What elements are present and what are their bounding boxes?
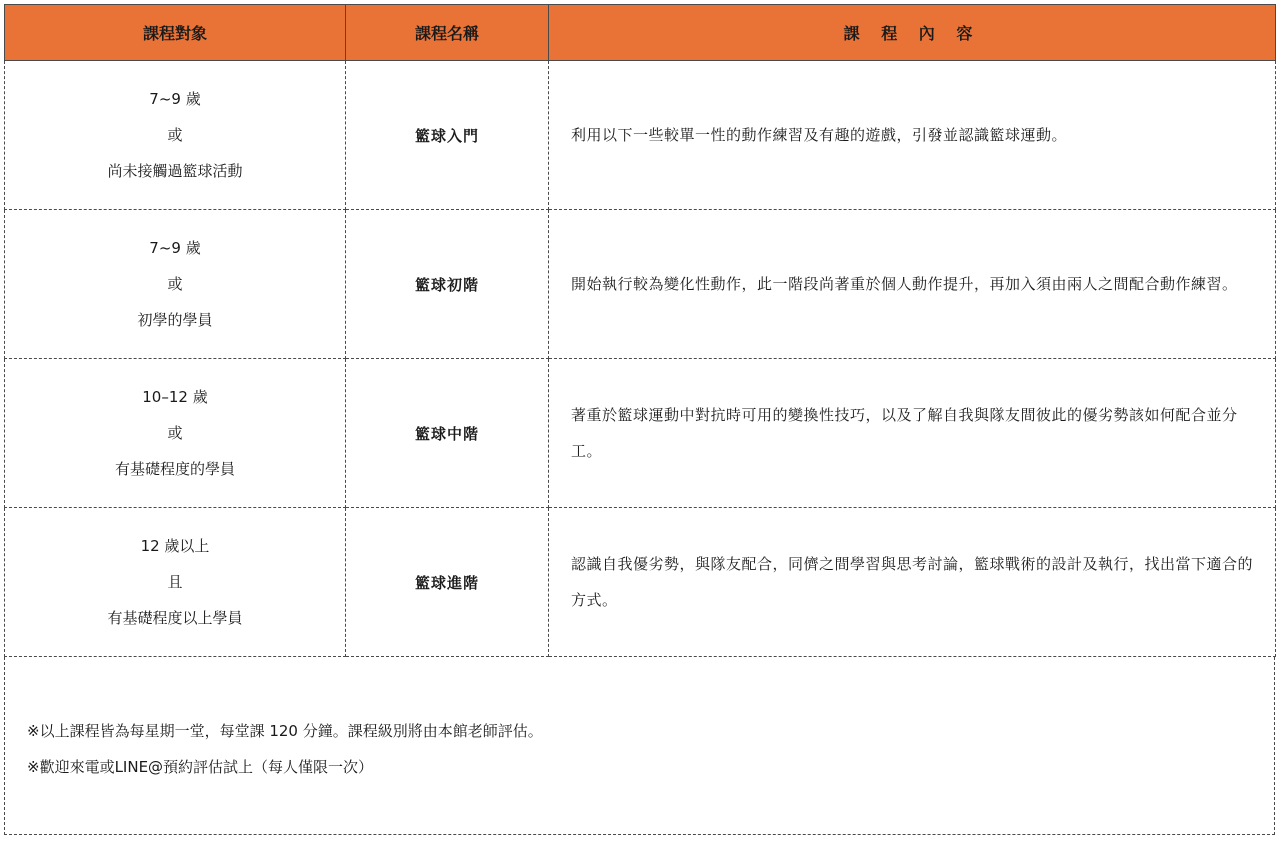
audience-level: 初學的學員 <box>137 311 213 329</box>
audience-cell <box>5 210 346 359</box>
audience-cell <box>5 359 346 508</box>
audience-connector: 或 <box>167 275 183 293</box>
course-table <box>4 4 1276 657</box>
table-header-row <box>5 5 1276 61</box>
header-audience: 課程對象 <box>5 5 346 61</box>
audience-age: 7~9 歲 <box>149 239 201 257</box>
audience-connector: 或 <box>167 126 183 144</box>
audience-level: 有基礎程度的學員 <box>114 460 235 478</box>
course-description: 著重於籃球運動中對抗時可用的變換性技巧，以及了解自我與隊友間彼此的優劣勢該如何配合並分工。 <box>549 359 1276 508</box>
note-schedule: ※以上課程皆為每星期一堂，每堂課 120 分鐘。課程級別將由本館老師評估。 <box>27 722 543 740</box>
course-description: 認識自我優劣勢，與隊友配合，同儕之間學習與思考討論，籃球戰術的設計及執行，找出當下適合的方式。 <box>549 508 1276 657</box>
note-contact: ※歡迎來電或LINE@預約評估試上（每人僅限一次） <box>27 758 374 776</box>
course-description: 利用以下一些較單一性的動作練習及有趣的遊戲，引發並認識籃球運動。 <box>549 61 1276 210</box>
audience-level: 有基礎程度以上學員 <box>107 609 243 627</box>
course-name: 籃球進階 <box>346 508 549 657</box>
audience-age: 12 歲以上 <box>140 537 210 555</box>
header-course-name: 課程名稱 <box>346 5 549 61</box>
notes-box <box>4 657 1275 835</box>
audience-level: 尚未接觸過籃球活動 <box>107 162 243 180</box>
table-row <box>5 359 1276 508</box>
audience-age: 7~9 歲 <box>149 90 201 108</box>
audience-age: 10–12 歲 <box>142 388 208 406</box>
header-course-content: 課 程 內 容 <box>549 5 1276 61</box>
table-row <box>5 210 1276 359</box>
course-description: 開始執行較為變化性動作，此一階段尚著重於個人動作提升，再加入須由兩人之間配合動作練習。 <box>549 210 1276 359</box>
table-row <box>5 508 1276 657</box>
audience-connector: 且 <box>167 573 183 591</box>
table-row <box>5 61 1276 210</box>
audience-connector: 或 <box>167 424 183 442</box>
course-name: 籃球中階 <box>346 359 549 508</box>
audience-cell <box>5 61 346 210</box>
course-name: 籃球入門 <box>346 61 549 210</box>
course-table-container <box>4 4 1275 837</box>
course-name: 籃球初階 <box>346 210 549 359</box>
audience-cell <box>5 508 346 657</box>
